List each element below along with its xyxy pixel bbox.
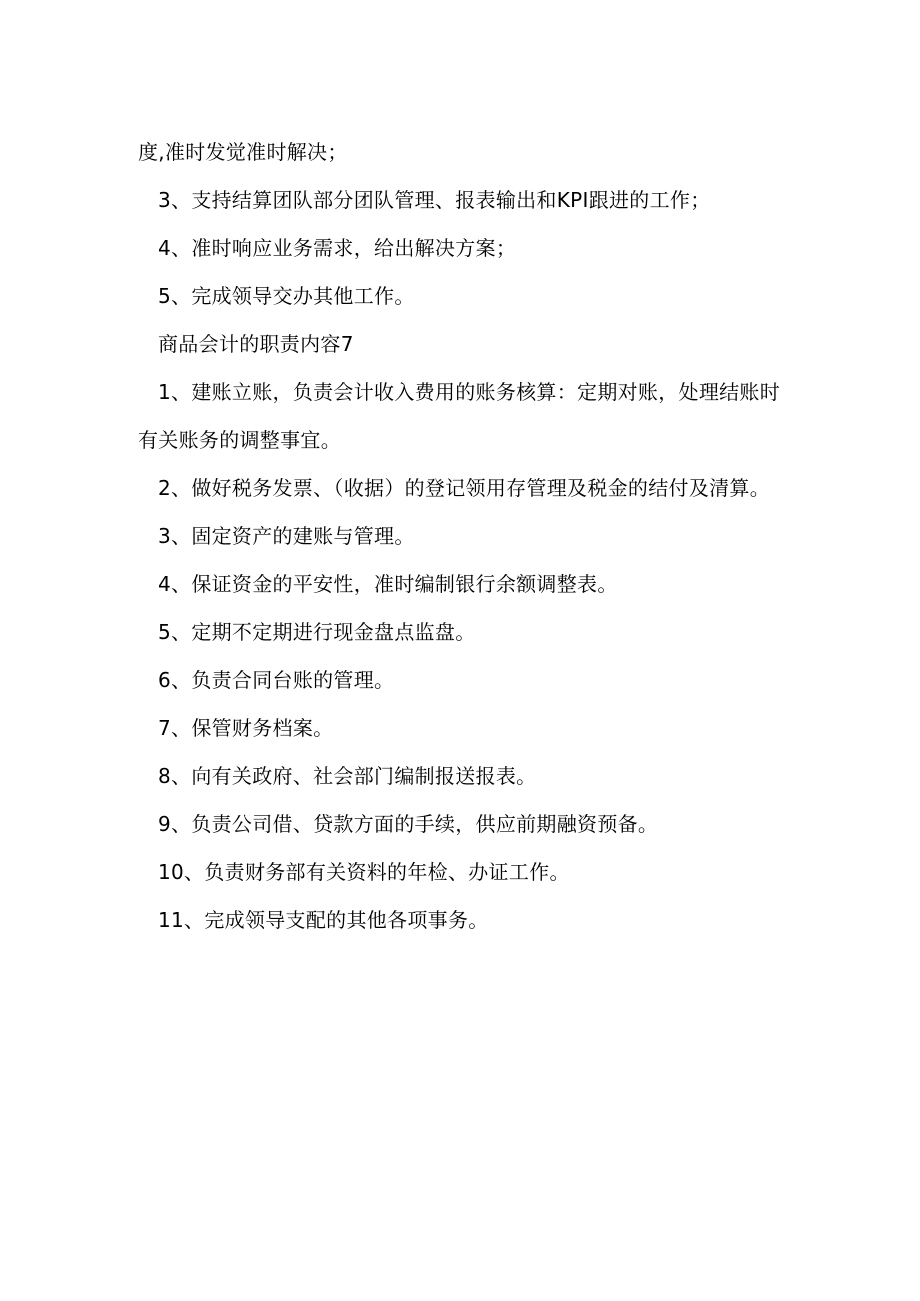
list-item: 2、做好税务发票、（收据）的登记领用存管理及税金的结付及清算。 xyxy=(158,476,771,500)
document-body xyxy=(138,128,788,944)
list-item: 5、完成领导交办其他工作。 xyxy=(158,284,415,308)
paragraph-continuation: 度,准时发觉准时解决； xyxy=(138,140,348,164)
list-item: 10、负责财务部有关资料的年检、办证工作。 xyxy=(158,860,570,884)
list-item: 6、负责合同台账的管理。 xyxy=(158,668,395,692)
list-item: 4、准时响应业务需求，给出解决方案； xyxy=(158,236,517,260)
list-item: 7、保管财务档案。 xyxy=(158,716,334,740)
list-item: 3、支持结算团队部分团队管理、报表输出和KPI跟进的工作； xyxy=(158,188,711,212)
list-item: 11、完成领导支配的其他各项事务。 xyxy=(158,908,489,932)
list-item: 5、定期不定期进行现金盘点监盘。 xyxy=(158,620,476,644)
section-heading: 商品会计的职责内容7 xyxy=(158,332,354,356)
list-item: 4、保证资金的平安性，准时编制银行余额调整表。 xyxy=(158,572,618,596)
list-item: 8、向有关政府、社会部门编制报送报表。 xyxy=(158,764,537,788)
list-item: 9、负责公司借、贷款方面的手续，供应前期融资预备。 xyxy=(158,812,659,836)
list-item: 1、建账立账，负责会计收入费用的账务核算：定期对账，处理结账时有关账务的调整事宜。 xyxy=(138,380,781,452)
list-item: 3、固定资产的建账与管理。 xyxy=(158,524,415,548)
